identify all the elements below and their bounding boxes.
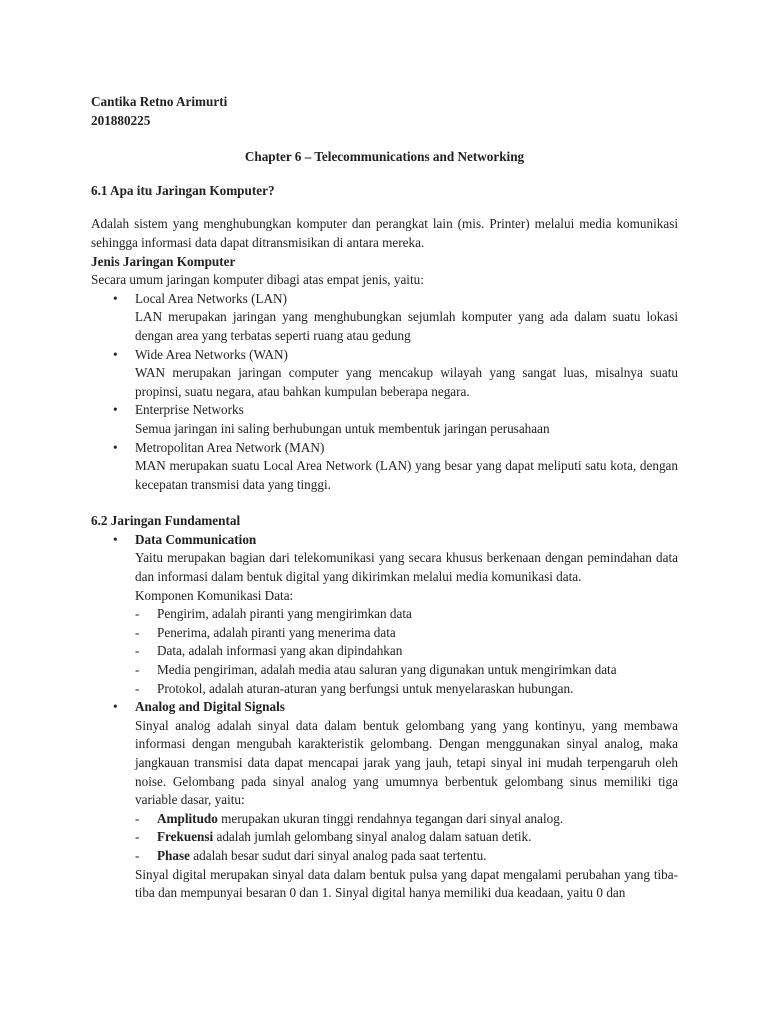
network-type-name: Metropolitan Area Network (MAN) [135, 439, 325, 455]
list-item [91, 401, 678, 438]
network-type-desc: MAN merupakan suatu Local Area Network (LAN) yang besar yang dapat meliputi satu kota, dengan kecepatan transmisi data yang tinggi. [135, 458, 678, 492]
network-type-name: Enterprise Networks [135, 402, 244, 418]
bullet-icon: • [113, 699, 118, 715]
bullet-icon: • [113, 402, 118, 418]
list-item [91, 810, 678, 829]
dash-icon: - [135, 680, 140, 696]
document-content [91, 93, 678, 903]
network-type-name: Wide Area Networks (WAN) [135, 346, 288, 362]
network-type-desc: LAN merupakan jaringan yang menghubungkan sejumlah komputer yang ada dalam suatu lokasi dengan area yang terbatas seperti ruang atau gedung [135, 309, 678, 343]
section-heading-6-2: 6.2 Jaringan Fundamental [91, 513, 241, 529]
fundamental-topics-list [91, 531, 678, 605]
analog-digital-topic [91, 698, 678, 810]
komponen-text: Pengirim, adalah piranti yang mengirimkan data [157, 606, 412, 622]
student-id: 201880225 [91, 112, 151, 128]
bullet-icon: • [113, 531, 118, 547]
bullet-icon: • [113, 290, 118, 306]
list-item [91, 661, 678, 680]
dash-icon: - [135, 829, 140, 845]
variable-term: Amplitudo [157, 810, 218, 826]
variable-desc: adalah besar sudut dari sinyal analog pada saat tertentu. [189, 847, 487, 863]
network-type-desc: Semua jaringan ini saling berhubungan untuk membentuk jaringan perusahaan [135, 420, 550, 436]
list-item [91, 439, 678, 495]
definition-paragraph: Adalah sistem yang menghubungkan komputer dan perangkat lain (mis. Printer) melalui media komunikasi sehingga informasi data dapat ditransmisikan di antara mereka. [91, 216, 678, 250]
variable-term: Phase [157, 847, 190, 863]
list-item [91, 828, 678, 847]
network-types-list [91, 290, 678, 495]
dash-icon: - [135, 624, 140, 640]
bullet-icon: • [113, 346, 118, 362]
dash-icon: - [135, 847, 140, 863]
komponen-list [91, 605, 678, 698]
variable-desc: adalah jumlah gelombang sinyal analog dalam satuan detik. [213, 829, 532, 845]
section-heading-6-1: 6.1 Apa itu Jaringan Komputer? [91, 182, 275, 198]
list-item [91, 847, 678, 866]
subheading-jenis-jaringan: Jenis Jaringan Komputer [91, 253, 236, 269]
dash-icon: - [135, 662, 140, 678]
list-item [91, 531, 678, 605]
list-item [91, 698, 678, 810]
komponen-text: Media pengiriman, adalah media atau saluran yang digunakan untuk mengirimkan data [157, 662, 617, 678]
dash-icon: - [135, 643, 140, 659]
list-item [91, 605, 678, 624]
list-item [91, 680, 678, 699]
komponen-text: Protokol, adalah aturan-aturan yang berfungsi untuk menyelaraskan hubungan. [157, 680, 574, 696]
network-type-name: Local Area Networks (LAN) [135, 290, 287, 306]
list-item [91, 624, 678, 643]
list-item [91, 290, 678, 346]
komponen-text: Data, adalah informasi yang akan dipindahkan [157, 643, 403, 659]
intro-paragraph: Secara umum jaringan komputer dibagi atas empat jenis, yaitu: [91, 272, 424, 288]
bullet-icon: • [113, 439, 118, 455]
dash-icon: - [135, 606, 140, 622]
variable-desc: merupakan ukuran tinggi rendahnya tegangan dari sinyal analog. [217, 810, 564, 826]
list-item [91, 642, 678, 661]
list-item [91, 346, 678, 402]
komponen-text: Penerima, adalah piranti yang menerima data [157, 624, 396, 640]
chapter-title: Chapter 6 – Telecommunications and Networking [244, 149, 525, 165]
digital-signal-desc: Sinyal digital merupakan sinyal data dalam bentuk pulsa yang dapat mengalami perubahan yang tiba-tiba dan mempunyai besaran 0 dan 1. Sinyal digital hanya memiliki dua keadaan, yaitu 0 dan [135, 866, 678, 901]
topic-title-data-communication: Data Communication [135, 531, 257, 547]
network-type-desc: WAN merupakan jaringan computer yang mencakup wilayah yang sangat luas, misalnya suatu propinsi, suatu negara, atau bahkan kumpulan beberapa negara. [135, 365, 678, 399]
variable-term: Frekuensi [157, 829, 214, 845]
topic-title-analog-digital: Analog and Digital Signals [135, 699, 285, 715]
signal-variables-list [91, 810, 678, 866]
dash-icon: - [135, 810, 140, 826]
komponen-label: Komponen Komunikasi Data: [135, 587, 294, 603]
analog-signal-desc: Sinyal analog adalah sinyal data dalam bentuk gelombang yang yang kontinyu, yang membawa informasi dengan mengubah karakteristik gelombang. Dengan menggunakan sinyal analog, maka jangkauan transmisi data dapat mencapai jarak yang jauh, tetapi sinyal ini mudah terpengaruh oleh noise. Gelombang pada sinyal analog yang umumnya berbentuk gelombang sinus memiliki tiga variable dasar, yaitu: [135, 717, 678, 808]
data-communication-desc: Yaitu merupakan bagian dari telekomunikasi yang secara khusus berkenaan dengan pemindahan data dan informasi dalam bentuk digital yang dikirimkan melalui media komunikasi data. [135, 550, 678, 585]
author-name: Cantika Retno Arimurti [91, 94, 228, 109]
